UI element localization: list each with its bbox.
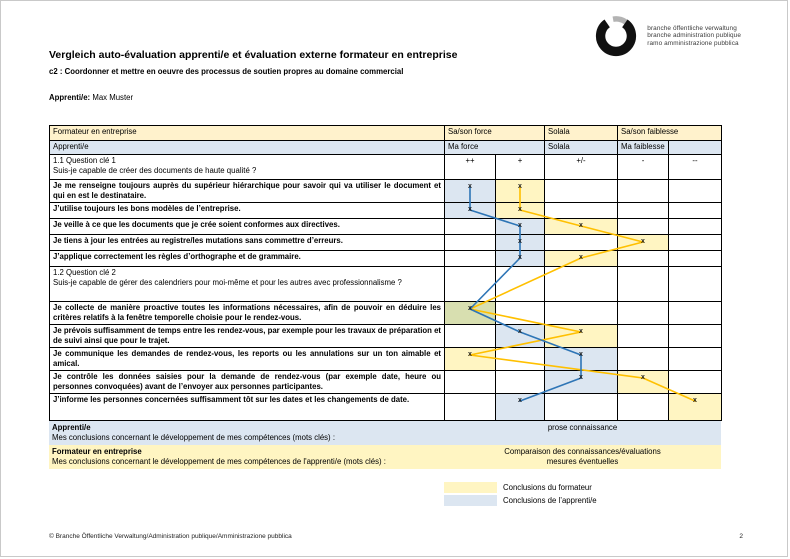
- rating-cell: [496, 219, 545, 235]
- rating-cell: [545, 180, 618, 203]
- rating-cell: [545, 219, 618, 235]
- question-cell: [50, 155, 445, 180]
- table-wrap: [49, 125, 721, 469]
- statement-text: [50, 180, 445, 203]
- logo-line-3: ramo amministrazione pubblica: [647, 39, 739, 47]
- question-cell: [50, 267, 445, 302]
- rating-cell: [496, 251, 545, 267]
- rating-cell: [618, 203, 669, 219]
- rating-cell: [496, 203, 545, 219]
- statement-text: [50, 302, 445, 325]
- evaluation-mark: x: [518, 397, 522, 404]
- statement-text: [50, 348, 445, 371]
- evaluation-mark: x: [579, 328, 583, 335]
- page-number: 2: [739, 533, 743, 540]
- evaluation-mark: x: [693, 397, 697, 404]
- rating-scale-cell: ++: [445, 155, 496, 180]
- rating-cell: [618, 180, 669, 203]
- question-text: Suis-je capable de gérer des calendriers pour moi-même et pour les autres avec professionnalisme ?: [53, 278, 402, 287]
- statement-row: [50, 203, 722, 219]
- statement-label: Je contrôle les données saisies pour la demande de rendez-vous (par exemple date, heure ou personnes convoquées) avant de l’envoyer aux personnes participantes.: [53, 372, 441, 391]
- evaluation-mark: x: [518, 328, 522, 335]
- statement-row: [50, 251, 722, 267]
- trainer-header-row: [50, 126, 722, 141]
- rating-scale-cell: --: [669, 155, 722, 180]
- statement-text: [50, 371, 445, 394]
- statement-label: Je communique les demandes de rendez-vous, les reports ou les annulations sur un ton aimable et amical.: [53, 349, 441, 368]
- evaluation-mark: x: [468, 206, 472, 213]
- rating-cell: [445, 235, 496, 251]
- rating-cell: [445, 394, 496, 421]
- question-row: [50, 267, 722, 302]
- apprentice-conclusions-note: prose connaissance: [547, 423, 618, 432]
- trainer-conclusions-note-line1: Comparaison des connaissances/évaluations: [504, 447, 661, 456]
- evaluation-mark: x: [579, 374, 583, 381]
- statement-text: [50, 203, 445, 219]
- question-title: 1.1 Question clé 1: [53, 156, 116, 165]
- trainer-weakness-header: Sa/son faiblesse: [618, 126, 722, 141]
- rating-cell: [669, 219, 722, 235]
- statement-label: J’applique correctement les règles d’orthographe et de grammaire.: [53, 252, 301, 261]
- rating-cell: [496, 325, 545, 348]
- statement-row: [50, 348, 722, 371]
- rating-cell: [545, 325, 618, 348]
- evaluation-table: [49, 125, 722, 421]
- rating-cell: [545, 203, 618, 219]
- apprentice-header-empty-cell: [669, 141, 722, 155]
- rating-cell: [669, 394, 722, 421]
- rating-cell: [445, 348, 496, 371]
- rating-cell: [545, 235, 618, 251]
- rating-cell: [545, 394, 618, 421]
- page-subtitle: c2 : Coordonner et mettre en oeuvre des processus de soutien propres au domaine commercial: [49, 67, 404, 76]
- legend-item-trainer: [444, 482, 739, 493]
- evaluation-mark: x: [641, 374, 645, 381]
- trainer-conclusions-note-line2: mesures éventuelles: [546, 457, 619, 466]
- question-text: Suis-je capable de créer des documents de haute qualité ?: [53, 166, 257, 175]
- rating-cell: [445, 219, 496, 235]
- statement-text: [50, 219, 445, 235]
- evaluation-mark: x: [468, 351, 472, 358]
- apprentice-conclusions-title: Apprenti/e: [52, 423, 91, 432]
- trainer-conclusions-note: [444, 445, 721, 469]
- empty-rating-cell: [545, 267, 618, 302]
- rating-cell: [545, 251, 618, 267]
- rating-cell: [445, 302, 496, 325]
- legend-item-apprentice: [444, 495, 739, 506]
- evaluation-mark: x: [641, 238, 645, 245]
- rating-cell: [618, 235, 669, 251]
- rating-cell: [496, 348, 545, 371]
- apprentice-force-header: Ma force: [445, 141, 545, 155]
- rating-cell: [618, 325, 669, 348]
- logo-text: [647, 25, 741, 48]
- statement-row: [50, 394, 722, 421]
- page-footer: [49, 533, 743, 540]
- apprentice-legend-label: Conclusions de l’apprenti/e: [503, 496, 597, 505]
- rating-cell: [669, 203, 722, 219]
- rating-cell: [618, 219, 669, 235]
- rating-cell: [445, 325, 496, 348]
- trainer-color-swatch: [444, 482, 497, 493]
- rating-cell: [618, 394, 669, 421]
- rating-cell: [669, 371, 722, 394]
- branch-logo-icon: [594, 14, 638, 58]
- apprentice-name-line: [49, 93, 739, 103]
- trainer-header-label: Formateur en entreprise: [50, 126, 445, 141]
- statement-row: [50, 371, 722, 394]
- rating-cell: [496, 394, 545, 421]
- evaluation-mark: x: [518, 238, 522, 245]
- trainer-conclusions-caption: Mes conclusions concernant le développement de mes compétences de l'apprenti/e (mots clés) :: [52, 457, 386, 466]
- apprentice-header-label: Apprenti/e: [50, 141, 445, 155]
- question-row: [50, 155, 722, 180]
- rating-cell: [618, 371, 669, 394]
- statement-row: [50, 219, 722, 235]
- rating-cell: [545, 302, 618, 325]
- logo-line-1: branche öffentliche verwaltung: [647, 24, 737, 32]
- statement-row: [50, 325, 722, 348]
- rating-cell: [669, 251, 722, 267]
- trainer-conclusions-title: Formateur en entreprise: [52, 447, 142, 456]
- statement-text: [50, 235, 445, 251]
- statement-label: Je tiens à jour les entrées au registre/les mutations sans commettre d’erreurs.: [53, 236, 343, 245]
- question-title: 1.2 Question clé 2: [53, 268, 116, 277]
- page-title: Vergleich auto-évaluation apprenti/e et évaluation externe formateur en entreprise: [49, 49, 458, 61]
- empty-rating-cell: [445, 267, 496, 302]
- apprentice-header-row: [50, 141, 722, 155]
- rating-cell: [445, 203, 496, 219]
- apprentice-color-swatch: [444, 495, 497, 506]
- rating-cell: [445, 251, 496, 267]
- logo: [594, 14, 741, 58]
- evaluation-mark: x: [518, 206, 522, 213]
- statement-row: [50, 302, 722, 325]
- statement-label: Je me renseigne toujours auprès du supérieur hiérarchique pour savoir qui va utiliser le document et qui en est le destinataire.: [53, 181, 441, 200]
- statement-label: Je collecte de manière proactive toutes les informations nécessaires, afin de pouvoir en déduire les critères relatifs à la fenêtre temporelle choisie pour le rendez-vous.: [53, 303, 441, 322]
- rating-cell: [496, 180, 545, 203]
- rating-cell: [545, 371, 618, 394]
- rating-cell: [618, 251, 669, 267]
- rating-cell: [669, 302, 722, 325]
- evaluation-mark: x: [468, 183, 472, 190]
- legend: [444, 482, 739, 506]
- statement-text: [50, 251, 445, 267]
- rating-cell: [496, 235, 545, 251]
- rating-cell: [669, 325, 722, 348]
- copyright-text: © Branche Öffentliche Verwaltung/Administration publique/Amministrazione pubblica: [49, 533, 292, 540]
- statement-text: [50, 325, 445, 348]
- apprentice-conclusions-row: [49, 421, 721, 445]
- apprentice-solala-header: Solala: [545, 141, 618, 155]
- evaluation-mark: x: [579, 254, 583, 261]
- rating-cell: [545, 348, 618, 371]
- logo-line-2: branche administration publique: [647, 32, 741, 40]
- evaluation-mark: x: [518, 222, 522, 229]
- empty-rating-cell: [669, 267, 722, 302]
- rating-cell: [445, 180, 496, 203]
- trainer-legend-label: Conclusions du formateur: [503, 483, 592, 492]
- apprentice-label: Apprenti/e:: [49, 93, 91, 102]
- eval-table-body: [50, 126, 722, 421]
- empty-rating-cell: [496, 267, 545, 302]
- evaluation-mark: x: [468, 305, 472, 312]
- statement-row: [50, 180, 722, 203]
- apprentice-conclusions-caption: Mes conclusions concernant le développement de mes compétences (mots clés) :: [52, 433, 335, 442]
- rating-scale-cell: +: [496, 155, 545, 180]
- evaluation-mark: x: [518, 183, 522, 190]
- rating-cell: [669, 180, 722, 203]
- statement-label: Je veille à ce que les documents que je crée soient conformes aux directives.: [53, 220, 340, 229]
- rating-cell: [496, 371, 545, 394]
- statement-label: Je prévois suffisamment de temps entre les rendez-vous, par exemple pour les travaux de préparation et de suivi ainsi que pour le trajet.: [53, 326, 441, 345]
- evaluation-mark: x: [579, 351, 583, 358]
- trainer-conclusions-row: [49, 445, 721, 469]
- rating-cell: [618, 348, 669, 371]
- rating-scale-cell: +/-: [545, 155, 618, 180]
- evaluation-mark: x: [579, 222, 583, 229]
- statement-label: J’informe les personnes concernées suffisamment tôt sur les dates et les changements de date.: [53, 395, 410, 404]
- rating-cell: [669, 348, 722, 371]
- apprentice-weakness-header: Ma faiblesse: [618, 141, 669, 155]
- trainer-solala-header: Solala: [545, 126, 618, 141]
- statement-label: J’utilise toujours les bons modèles de l’entreprise.: [53, 204, 241, 213]
- trainer-force-header: Sa/son force: [445, 126, 545, 141]
- evaluation-mark: x: [518, 254, 522, 261]
- trainer-conclusions-text: [49, 445, 444, 469]
- statement-row: [50, 235, 722, 251]
- rating-cell: [445, 371, 496, 394]
- rating-cell: [618, 302, 669, 325]
- apprentice-name: Max Muster: [92, 93, 134, 102]
- apprentice-conclusions-text: [49, 421, 444, 445]
- rating-cell: [496, 302, 545, 325]
- statement-text: [50, 394, 445, 421]
- rating-scale-cell: -: [618, 155, 669, 180]
- rating-cell: [669, 235, 722, 251]
- empty-rating-cell: [618, 267, 669, 302]
